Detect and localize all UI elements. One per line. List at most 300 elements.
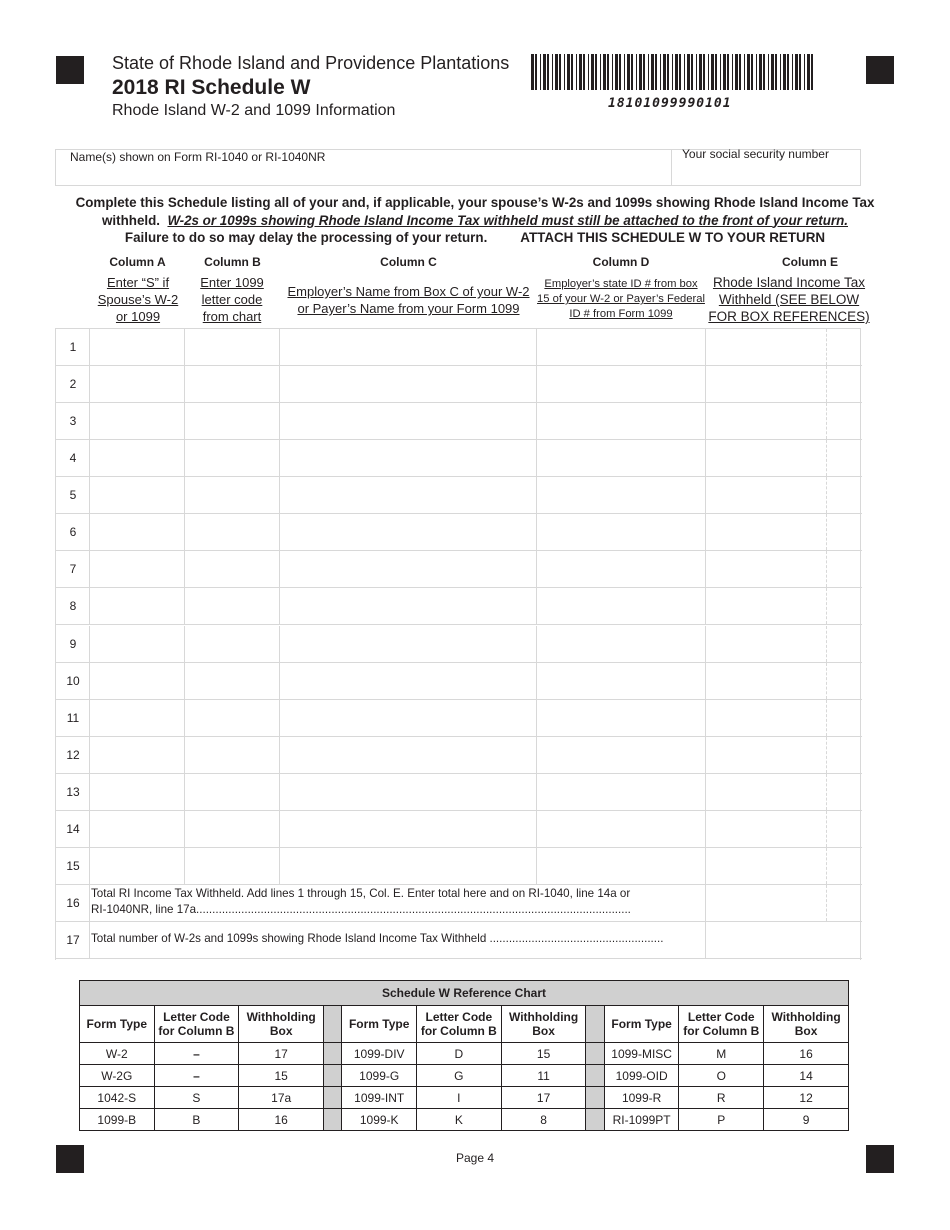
barcode-bar — [711, 54, 714, 90]
row-number-cell — [56, 626, 90, 662]
column-e-cents-field[interactable] — [827, 514, 860, 550]
table-row — [56, 514, 862, 551]
instructions-line1: Complete this Schedule listing all of your and, if applicable, your spouse’s W-2s and 1099s showing Rhode Island Income Tax — [75, 195, 875, 210]
barcode-bar — [559, 54, 561, 90]
barcode-bar — [807, 54, 810, 90]
table-row — [56, 774, 862, 811]
barcode-bar — [771, 54, 774, 90]
row-number: 8 — [69, 599, 77, 614]
chart-letter-code: R — [679, 1087, 764, 1109]
barcode-bar — [555, 54, 558, 90]
barcode-bar — [624, 54, 625, 90]
chart-divider — [324, 1065, 342, 1087]
table-row — [56, 403, 862, 440]
line-16-amount-field[interactable] — [706, 885, 827, 921]
row-number: 3 — [69, 414, 77, 429]
column-d-field[interactable] — [537, 477, 706, 513]
barcode-bar — [691, 54, 693, 90]
barcode-bar — [619, 54, 621, 90]
column-b-field[interactable] — [185, 551, 280, 587]
column-b-field[interactable] — [185, 626, 280, 662]
chart-form-type: 1099-G — [342, 1065, 417, 1087]
row-number-cell — [56, 403, 90, 439]
column-b-field[interactable] — [185, 663, 280, 699]
column-e-cents-field[interactable] — [827, 403, 860, 439]
column-a-field[interactable] — [90, 366, 185, 402]
chart-divider — [324, 1043, 342, 1065]
barcode-bar — [535, 54, 537, 90]
table-row — [56, 440, 862, 477]
column-c-field[interactable] — [280, 663, 537, 699]
column-d-field[interactable] — [537, 663, 706, 699]
barcode-bar — [663, 54, 666, 90]
chart-form-type: 1099-INT — [342, 1087, 417, 1109]
column-d-field[interactable] — [537, 440, 706, 476]
barcode-bar — [648, 54, 649, 90]
chart-form-type: 1099-DIV — [342, 1043, 417, 1065]
chart-header: Withholding Box — [501, 1006, 586, 1043]
barcode-bar — [679, 54, 681, 90]
column-e-field[interactable] — [706, 774, 827, 810]
barcode-bar — [543, 54, 546, 90]
table-row — [56, 626, 862, 663]
table-row — [56, 477, 862, 514]
barcode-bar — [715, 54, 717, 90]
reference-chart-title: Schedule W Reference Chart — [80, 981, 849, 1006]
column-b-field[interactable] — [185, 588, 280, 624]
column-c-field[interactable] — [280, 514, 537, 550]
column-e-cents-field[interactable] — [827, 737, 860, 773]
column-b-field[interactable] — [185, 514, 280, 550]
column-a-field[interactable] — [90, 588, 185, 624]
barcode-bar — [583, 54, 585, 90]
row-number-cell — [56, 366, 90, 402]
column-c-desc: Employer’s Name from Box C of your W-2 or Payer’s Name from your Form 1099 — [287, 284, 530, 316]
column-e-field[interactable] — [706, 514, 827, 550]
column-e-field[interactable] — [706, 588, 827, 624]
column-c-field[interactable] — [280, 811, 537, 847]
barcode-bar — [579, 54, 582, 90]
barcode-bar — [588, 54, 589, 90]
chart-withholding-box: 16 — [239, 1109, 324, 1131]
column-e-cents-field[interactable] — [827, 848, 860, 884]
chart-withholding-box: 17a — [239, 1087, 324, 1109]
barcode-bar — [735, 54, 738, 90]
barcode-bar — [780, 54, 781, 90]
row-number: 9 — [69, 636, 77, 651]
column-c-field[interactable] — [280, 329, 537, 365]
barcode-bar — [672, 54, 673, 90]
column-b-field[interactable] — [185, 440, 280, 476]
barcode-bar — [660, 54, 661, 90]
barcode-bar — [576, 54, 577, 90]
column-b-field[interactable] — [185, 477, 280, 513]
column-c-field[interactable] — [280, 774, 537, 810]
column-a-field[interactable] — [90, 700, 185, 736]
chart-header: Letter Code for Column B — [416, 1006, 501, 1043]
chart-form-type: W-2G — [80, 1065, 155, 1087]
barcode — [531, 54, 817, 90]
barcode-bar — [763, 54, 765, 90]
column-c-field[interactable] — [280, 366, 537, 402]
chart-letter-code: – — [154, 1065, 239, 1087]
column-e-field[interactable] — [706, 477, 827, 513]
line-16-text: Total RI Income Tax Withheld. Add lines 1 through 15, Col. E. Enter total here and on RI-1040, line 14a or RI-1040NR, line 17a....................................................................................................................................... — [91, 887, 631, 916]
name-label: Name(s) shown on Form RI-1040 or RI-1040NR — [70, 150, 326, 164]
barcode-bar — [667, 54, 669, 90]
instructions — [55, 194, 895, 247]
barcode-bar — [615, 54, 618, 90]
column-d-field[interactable] — [537, 737, 706, 773]
line-17-row — [56, 922, 862, 959]
column-d-desc: Employer’s state ID # from box 15 of your W-2 or Payer’s Federal ID # from Form 1099 — [537, 278, 705, 320]
table-row — [56, 329, 862, 366]
row-number: 12 — [66, 747, 80, 762]
barcode-bar — [600, 54, 601, 90]
barcode-bar — [768, 54, 769, 90]
column-a-field[interactable] — [90, 551, 185, 587]
chart-divider — [586, 1065, 604, 1087]
column-c-field[interactable] — [280, 588, 537, 624]
column-d-field[interactable] — [537, 700, 706, 736]
row-number-cell — [56, 774, 90, 810]
barcode-bar — [751, 54, 753, 90]
state-title: State of Rhode Island and Providence Plantations — [112, 53, 510, 73]
barcode-bar — [643, 54, 645, 90]
instructions-attach-note: W-2s or 1099s showing Rhode Island Income Tax withheld must still be attached to the front of your return. — [167, 212, 848, 228]
ssn-label: Your social security number — [682, 147, 829, 161]
row-number-cell — [56, 477, 90, 513]
column-b-field[interactable] — [185, 366, 280, 402]
row-number-cell — [56, 588, 90, 624]
table-row — [56, 811, 862, 848]
column-d-field[interactable] — [537, 514, 706, 550]
row-number: 7 — [69, 562, 77, 577]
chart-letter-code: G — [416, 1065, 501, 1087]
barcode-bar — [655, 54, 657, 90]
chart-divider — [586, 1043, 604, 1065]
row-number-cell — [56, 514, 90, 550]
chart-form-type: W-2 — [80, 1043, 155, 1065]
registration-mark — [56, 56, 84, 84]
table-row — [56, 737, 862, 774]
column-c-field[interactable] — [280, 440, 537, 476]
barcode-bar — [811, 54, 813, 90]
row-number: 4 — [69, 451, 77, 466]
column-d-field[interactable] — [537, 848, 706, 884]
chart-divider — [586, 1087, 604, 1109]
column-a-field[interactable] — [90, 848, 185, 884]
registration-mark — [866, 56, 894, 84]
column-e-cents-field[interactable] — [827, 774, 860, 810]
barcode-bar — [687, 54, 690, 90]
row-number-cell — [56, 848, 90, 884]
barcode-number: 18101099990101 — [608, 96, 732, 111]
line-17-text: Total number of W-2s and 1099s showing Rhode Island Income Tax Withheld ...................................................... — [91, 932, 664, 945]
barcode-bar — [591, 54, 594, 90]
barcode-bar — [603, 54, 606, 90]
column-a-field[interactable] — [90, 403, 185, 439]
chart-divider — [586, 1109, 604, 1131]
column-e-desc: Rhode Island Income Tax Withheld (SEE BELOW FOR BOX REFERENCES) — [708, 275, 870, 324]
column-e-cents-field[interactable] — [827, 477, 860, 513]
chart-withholding-box: 14 — [764, 1065, 849, 1087]
chart-withholding-box: 16 — [764, 1043, 849, 1065]
row-number-cell — [56, 663, 90, 699]
name-ssn-box — [55, 149, 861, 186]
chart-row — [80, 1087, 849, 1109]
column-a-field[interactable] — [90, 440, 185, 476]
column-e-cents-field[interactable] — [827, 700, 860, 736]
line-16-row — [56, 885, 862, 922]
instructions-line2a: withheld. — [101, 212, 161, 228]
column-e-field[interactable] — [706, 811, 827, 847]
instructions-line3a: Failure to do so may delay the processing of your return. — [124, 230, 488, 245]
chart-withholding-box: 15 — [501, 1043, 586, 1065]
barcode-bar — [639, 54, 642, 90]
barcode-bar — [699, 54, 702, 90]
barcode-bar — [708, 54, 709, 90]
row-number: 13 — [66, 784, 80, 799]
column-e-head: Column E — [782, 255, 838, 269]
barcode-bar — [804, 54, 805, 90]
page-number: Page 4 — [455, 1151, 495, 1165]
chart-withholding-box: 11 — [501, 1065, 586, 1087]
column-c-field[interactable] — [280, 477, 537, 513]
barcode-bar — [799, 54, 801, 90]
column-d-field[interactable] — [537, 551, 706, 587]
column-e-field[interactable] — [706, 440, 827, 476]
column-a-field[interactable] — [90, 737, 185, 773]
row-number-cell — [56, 329, 90, 365]
chart-header: Form Type — [604, 1006, 679, 1043]
chart-letter-code: P — [679, 1109, 764, 1131]
column-d-field[interactable] — [537, 403, 706, 439]
column-d-field[interactable] — [537, 588, 706, 624]
column-a-field[interactable] — [90, 477, 185, 513]
column-a-field[interactable] — [90, 663, 185, 699]
barcode-bar — [547, 54, 549, 90]
column-a-field[interactable] — [90, 514, 185, 550]
chart-header: Form Type — [80, 1006, 155, 1043]
chart-form-type: 1042-S — [80, 1087, 155, 1109]
table-row — [56, 848, 862, 885]
column-d-field[interactable] — [537, 811, 706, 847]
barcode-bar — [531, 54, 534, 90]
column-e-cents-field[interactable] — [827, 366, 860, 402]
column-e-field[interactable] — [706, 626, 827, 662]
chart-header: Withholding Box — [764, 1006, 849, 1043]
column-b-head: Column B — [204, 255, 261, 269]
barcode-bar — [675, 54, 678, 90]
chart-letter-code: S — [154, 1087, 239, 1109]
column-b-field[interactable] — [185, 811, 280, 847]
row-number: 6 — [69, 525, 77, 540]
chart-letter-code: M — [679, 1043, 764, 1065]
column-e-field[interactable] — [706, 737, 827, 773]
column-e-cents-field[interactable] — [827, 329, 860, 365]
chart-withholding-box: 8 — [501, 1109, 586, 1131]
chart-letter-code: D — [416, 1043, 501, 1065]
barcode-bar — [747, 54, 750, 90]
column-e-cents-field[interactable] — [827, 588, 860, 624]
barcode-bar — [744, 54, 745, 90]
column-e-field[interactable] — [706, 848, 827, 884]
barcode-bar — [775, 54, 777, 90]
column-a-field[interactable] — [90, 626, 185, 662]
barcode-bar — [552, 54, 553, 90]
barcode-bar — [595, 54, 597, 90]
barcode-bar — [636, 54, 637, 90]
column-e-cents-field[interactable] — [827, 440, 860, 476]
column-e-field[interactable] — [706, 329, 827, 365]
barcode-bar — [787, 54, 789, 90]
column-e-field[interactable] — [706, 700, 827, 736]
barcode-bar — [564, 54, 565, 90]
row-number: 15 — [66, 858, 80, 873]
row-number-cell — [56, 551, 90, 587]
column-d-field[interactable] — [537, 366, 706, 402]
barcode-bar — [783, 54, 786, 90]
row-number: 5 — [69, 488, 77, 503]
column-e-field[interactable] — [706, 366, 827, 402]
chart-letter-code: I — [416, 1087, 501, 1109]
column-b-field[interactable] — [185, 774, 280, 810]
barcode-bar — [651, 54, 654, 90]
row-number-cell — [56, 737, 90, 773]
chart-withholding-box: 12 — [764, 1087, 849, 1109]
line-17-count-field[interactable] — [706, 922, 860, 958]
form-subtitle: Rhode Island W-2 and 1099 Information — [112, 102, 396, 119]
chart-withholding-box: 15 — [239, 1065, 324, 1087]
column-a-field[interactable] — [90, 329, 185, 365]
entry-grid — [55, 328, 861, 960]
barcode-bar — [607, 54, 609, 90]
chart-withholding-box: 17 — [239, 1043, 324, 1065]
row-number: 10 — [66, 673, 80, 688]
row-number-cell — [56, 700, 90, 736]
column-b-field[interactable] — [185, 329, 280, 365]
column-e-cents-field[interactable] — [827, 663, 860, 699]
table-row — [56, 551, 862, 588]
row-number: 16 — [66, 896, 80, 910]
barcode-bar — [792, 54, 793, 90]
chart-row — [80, 1109, 849, 1131]
form-title: 2018 RI Schedule W — [112, 76, 311, 99]
column-e-cents-field[interactable] — [827, 811, 860, 847]
column-c-field[interactable] — [280, 737, 537, 773]
column-c-field[interactable] — [280, 403, 537, 439]
reference-chart — [79, 980, 849, 1131]
column-e-cents-field[interactable] — [827, 551, 860, 587]
chart-row — [80, 1043, 849, 1065]
chart-divider — [586, 1006, 604, 1043]
barcode-bar — [571, 54, 573, 90]
column-a-field[interactable] — [90, 774, 185, 810]
chart-divider — [324, 1087, 342, 1109]
column-e-field[interactable] — [706, 551, 827, 587]
column-b-desc: Enter 1099 letter code from chart — [200, 275, 264, 324]
barcode-bar — [540, 54, 541, 90]
chart-divider — [324, 1006, 342, 1043]
chart-form-type: 1099-B — [80, 1109, 155, 1131]
barcode-bar — [720, 54, 721, 90]
column-c-field[interactable] — [280, 551, 537, 587]
row-number: 11 — [66, 710, 80, 725]
column-c-field[interactable] — [280, 626, 537, 662]
column-d-field[interactable] — [537, 626, 706, 662]
barcode-bar — [631, 54, 633, 90]
column-a-head: Column A — [109, 255, 166, 269]
barcode-bar — [612, 54, 613, 90]
column-b-field[interactable] — [185, 403, 280, 439]
chart-row — [80, 1065, 849, 1087]
column-b-field[interactable] — [185, 700, 280, 736]
barcode-bar — [627, 54, 630, 90]
table-row — [56, 588, 862, 625]
barcode-bar — [759, 54, 762, 90]
table-row — [56, 663, 862, 700]
chart-form-type: 1099-R — [604, 1087, 679, 1109]
column-d-field[interactable] — [537, 329, 706, 365]
barcode-bar — [696, 54, 697, 90]
chart-form-type: 1099-OID — [604, 1065, 679, 1087]
chart-header: Form Type — [342, 1006, 417, 1043]
table-row — [56, 700, 862, 737]
column-e-cents-field[interactable] — [827, 626, 860, 662]
column-b-field[interactable] — [185, 737, 280, 773]
table-row — [56, 366, 862, 403]
barcode-bar — [732, 54, 733, 90]
chart-header: Letter Code for Column B — [679, 1006, 764, 1043]
chart-form-type: RI-1099PT — [604, 1109, 679, 1131]
column-a-field[interactable] — [90, 811, 185, 847]
barcode-bar — [727, 54, 729, 90]
column-c-field[interactable] — [280, 700, 537, 736]
chart-header: Withholding Box — [239, 1006, 324, 1043]
barcode-bar — [684, 54, 685, 90]
row-number: 17 — [66, 933, 80, 947]
barcode-bar — [795, 54, 798, 90]
chart-withholding-box: 17 — [501, 1087, 586, 1109]
chart-letter-code: O — [679, 1065, 764, 1087]
barcode-bar — [756, 54, 757, 90]
column-d-field[interactable] — [537, 774, 706, 810]
column-b-field[interactable] — [185, 848, 280, 884]
chart-form-type: 1099-MISC — [604, 1043, 679, 1065]
column-d-head: Column D — [592, 255, 650, 269]
barcode-bar — [739, 54, 741, 90]
row-number: 2 — [69, 377, 77, 392]
barcode-bar — [723, 54, 726, 90]
column-e-field[interactable] — [706, 403, 827, 439]
column-e-field[interactable] — [706, 663, 827, 699]
instructions-line3b: ATTACH THIS SCHEDULE W TO YOUR RETURN — [520, 230, 826, 245]
chart-withholding-box: 9 — [764, 1109, 849, 1131]
barcode-bar — [567, 54, 570, 90]
column-c-field[interactable] — [280, 848, 537, 884]
row-number-cell — [56, 440, 90, 476]
column-c-head: Column C — [380, 255, 437, 269]
chart-header: Letter Code for Column B — [154, 1006, 239, 1043]
column-a-desc: Enter “S” if Spouse’s W-2 or 1099 — [97, 275, 179, 324]
row-number: 1 — [69, 340, 77, 354]
barcode-bar — [703, 54, 705, 90]
chart-divider — [324, 1109, 342, 1131]
chart-form-type: 1099-K — [342, 1109, 417, 1131]
row-number-cell — [56, 811, 90, 847]
chart-letter-code: B — [154, 1109, 239, 1131]
